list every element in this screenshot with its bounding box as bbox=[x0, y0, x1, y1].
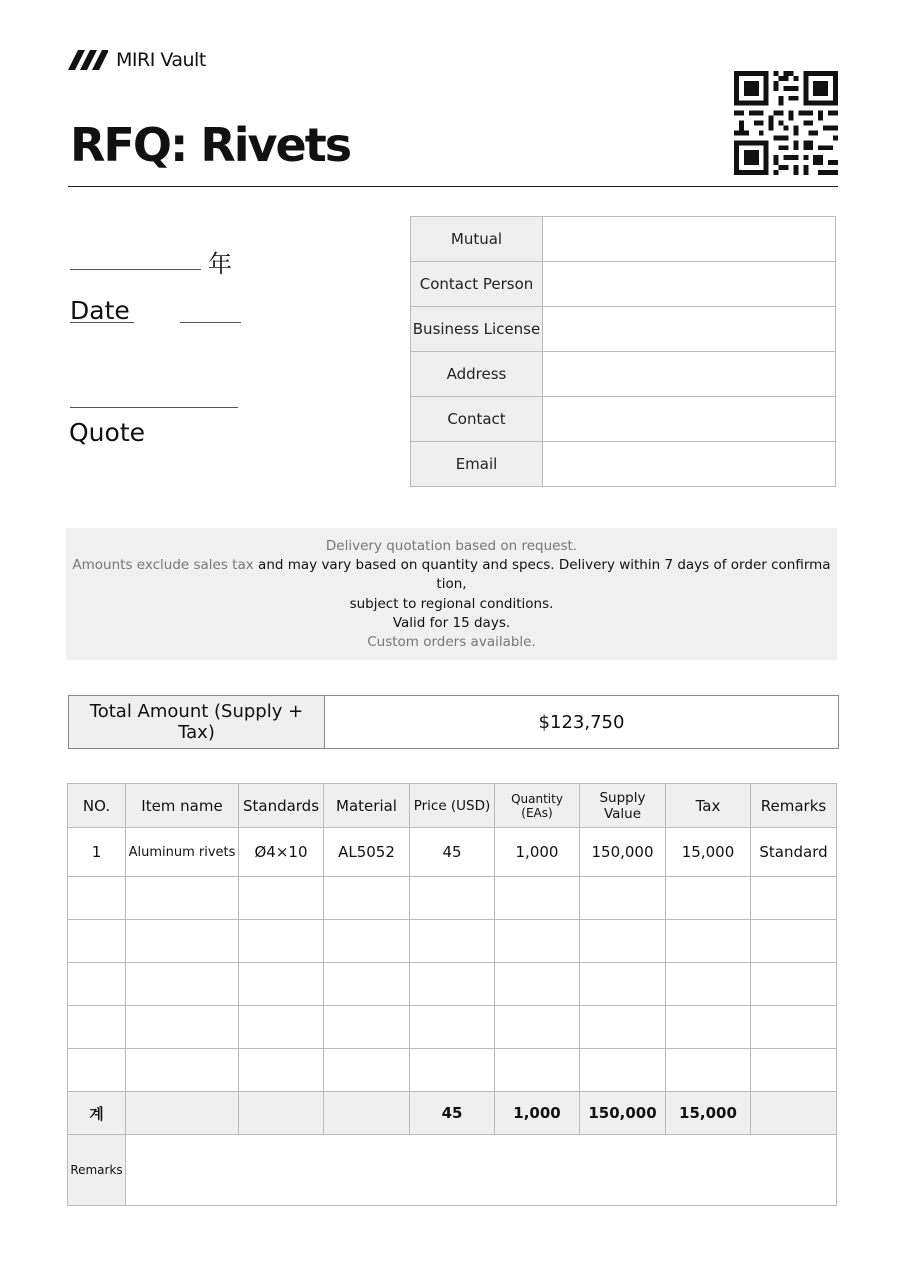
sum-cell bbox=[126, 1092, 239, 1135]
table-row bbox=[68, 920, 837, 963]
column-header: Price (USD) bbox=[410, 784, 495, 828]
sum-cell bbox=[324, 1092, 410, 1135]
table-cell[interactable] bbox=[239, 1049, 324, 1092]
table-row bbox=[68, 877, 837, 920]
supplier-field-value[interactable] bbox=[543, 442, 836, 487]
table-cell[interactable] bbox=[666, 1049, 751, 1092]
notice-line-2 bbox=[72, 556, 832, 594]
table-cell[interactable] bbox=[751, 1049, 837, 1092]
supplier-field-label: Contact bbox=[411, 397, 543, 442]
column-header: NO. bbox=[68, 784, 126, 828]
items-table bbox=[67, 783, 837, 1206]
table-cell[interactable] bbox=[751, 877, 837, 920]
table-cell[interactable] bbox=[666, 963, 751, 1006]
notice-line-3: subject to regional conditions. bbox=[349, 595, 554, 612]
notice-line-5: Custom orders available. bbox=[367, 634, 536, 651]
year-blank[interactable] bbox=[70, 269, 201, 270]
supplier-field-value[interactable] bbox=[543, 397, 836, 442]
sum-cell: 15,000 bbox=[666, 1092, 751, 1135]
table-cell[interactable] bbox=[324, 1006, 410, 1049]
table-cell[interactable] bbox=[68, 1049, 126, 1092]
table-cell[interactable] bbox=[324, 877, 410, 920]
column-header: Supply Value bbox=[580, 784, 666, 828]
table-cell[interactable]: 45 bbox=[410, 828, 495, 877]
table-cell[interactable] bbox=[666, 1006, 751, 1049]
table-cell[interactable] bbox=[410, 963, 495, 1006]
supplier-field-row bbox=[411, 217, 836, 262]
table-cell[interactable] bbox=[410, 877, 495, 920]
table-row bbox=[68, 828, 837, 877]
table-cell[interactable]: AL5052 bbox=[324, 828, 410, 877]
table-cell[interactable] bbox=[126, 1006, 239, 1049]
table-cell[interactable]: Aluminum rivets bbox=[126, 828, 239, 877]
column-header: Standards bbox=[239, 784, 324, 828]
sum-cell: 계 bbox=[68, 1092, 126, 1135]
terms-notice bbox=[66, 528, 837, 660]
notice-line-4: Valid for 15 days. bbox=[392, 614, 511, 631]
sum-cell bbox=[751, 1092, 837, 1135]
total-amount-table bbox=[68, 695, 839, 749]
table-cell[interactable] bbox=[68, 920, 126, 963]
supplier-field-label: Business License bbox=[411, 307, 543, 352]
column-header: Quantity (EAs) bbox=[495, 784, 580, 828]
table-cell[interactable] bbox=[410, 920, 495, 963]
table-cell[interactable] bbox=[495, 1006, 580, 1049]
table-cell[interactable]: 150,000 bbox=[580, 828, 666, 877]
table-cell[interactable]: Ø4×10 bbox=[239, 828, 324, 877]
table-cell[interactable] bbox=[495, 1049, 580, 1092]
supplier-field-label: Address bbox=[411, 352, 543, 397]
table-cell[interactable] bbox=[324, 920, 410, 963]
quote-recipient-blank[interactable] bbox=[70, 407, 238, 408]
date-label: Date bbox=[70, 296, 130, 325]
table-cell[interactable]: Standard bbox=[751, 828, 837, 877]
table-cell[interactable]: 15,000 bbox=[666, 828, 751, 877]
table-cell[interactable] bbox=[68, 1006, 126, 1049]
supplier-info-table bbox=[410, 216, 836, 487]
column-header: Material bbox=[324, 784, 410, 828]
supplier-field-label: Mutual bbox=[411, 217, 543, 262]
table-cell[interactable]: 1 bbox=[68, 828, 126, 877]
table-cell[interactable] bbox=[580, 920, 666, 963]
brand-logo bbox=[68, 48, 206, 72]
column-header: Tax bbox=[666, 784, 751, 828]
notice-line-2-muted: Amounts exclude sales tax bbox=[72, 557, 254, 574]
table-cell[interactable] bbox=[324, 963, 410, 1006]
supplier-field-value[interactable] bbox=[543, 217, 836, 262]
supplier-field-row bbox=[411, 442, 836, 487]
remarks-field[interactable] bbox=[126, 1135, 837, 1206]
table-cell[interactable] bbox=[239, 963, 324, 1006]
table-cell[interactable] bbox=[751, 1006, 837, 1049]
table-cell[interactable] bbox=[495, 920, 580, 963]
sum-cell bbox=[239, 1092, 324, 1135]
supplier-field-value[interactable] bbox=[543, 352, 836, 397]
table-cell[interactable] bbox=[495, 963, 580, 1006]
table-cell[interactable] bbox=[751, 920, 837, 963]
miri-stripes-icon bbox=[68, 48, 108, 72]
table-row bbox=[68, 963, 837, 1006]
sum-row bbox=[68, 1092, 837, 1135]
supplier-field-value[interactable] bbox=[543, 307, 836, 352]
table-cell[interactable] bbox=[410, 1049, 495, 1092]
table-cell[interactable] bbox=[666, 877, 751, 920]
supplier-field-row bbox=[411, 262, 836, 307]
table-cell[interactable] bbox=[666, 920, 751, 963]
total-amount-label: Total Amount (Supply + Tax) bbox=[69, 696, 325, 749]
year-label: 年 bbox=[208, 250, 232, 278]
sum-cell: 45 bbox=[410, 1092, 495, 1135]
supplier-field-label: Email bbox=[411, 442, 543, 487]
table-cell[interactable] bbox=[68, 963, 126, 1006]
table-cell[interactable] bbox=[410, 1006, 495, 1049]
column-header: Item name bbox=[126, 784, 239, 828]
table-cell[interactable] bbox=[126, 963, 239, 1006]
table-cell[interactable] bbox=[324, 1049, 410, 1092]
title-divider bbox=[68, 186, 838, 187]
table-cell[interactable] bbox=[495, 877, 580, 920]
supplier-field-row bbox=[411, 397, 836, 442]
total-amount-value: $123,750 bbox=[325, 696, 839, 749]
sum-cell: 1,000 bbox=[495, 1092, 580, 1135]
table-cell[interactable]: 1,000 bbox=[495, 828, 580, 877]
supplier-field-row bbox=[411, 307, 836, 352]
date-month-blank[interactable] bbox=[70, 322, 134, 323]
quote-label: Quote bbox=[69, 418, 146, 447]
sum-cell: 150,000 bbox=[580, 1092, 666, 1135]
supplier-field-value[interactable] bbox=[543, 262, 836, 307]
date-day-blank[interactable] bbox=[180, 322, 241, 323]
remarks-label: Remarks bbox=[68, 1135, 126, 1206]
table-cell[interactable] bbox=[751, 963, 837, 1006]
table-cell[interactable] bbox=[580, 877, 666, 920]
table-row bbox=[68, 1006, 837, 1049]
table-cell[interactable] bbox=[239, 920, 324, 963]
table-cell[interactable] bbox=[126, 1049, 239, 1092]
table-cell[interactable] bbox=[126, 920, 239, 963]
column-header: Remarks bbox=[751, 784, 837, 828]
supplier-field-label: Contact Person bbox=[411, 262, 543, 307]
qr-code-icon bbox=[734, 71, 838, 175]
table-cell[interactable] bbox=[126, 877, 239, 920]
table-cell[interactable] bbox=[68, 877, 126, 920]
table-cell[interactable] bbox=[239, 1006, 324, 1049]
notice-line-1: Delivery quotation based on request. bbox=[325, 538, 578, 554]
table-cell[interactable] bbox=[239, 877, 324, 920]
supplier-field-row bbox=[411, 352, 836, 397]
brand-name: MIRI Vault bbox=[116, 49, 206, 71]
remarks-row bbox=[68, 1135, 837, 1206]
table-cell[interactable] bbox=[580, 1006, 666, 1049]
page-title: RFQ: Rivets bbox=[70, 118, 351, 172]
table-cell[interactable] bbox=[580, 1049, 666, 1092]
table-cell[interactable] bbox=[580, 963, 666, 1006]
notice-line-2-main: and may vary based on quantity and specs. Delivery within 7 days of order confirmation, bbox=[258, 557, 831, 593]
table-row bbox=[68, 1049, 837, 1092]
